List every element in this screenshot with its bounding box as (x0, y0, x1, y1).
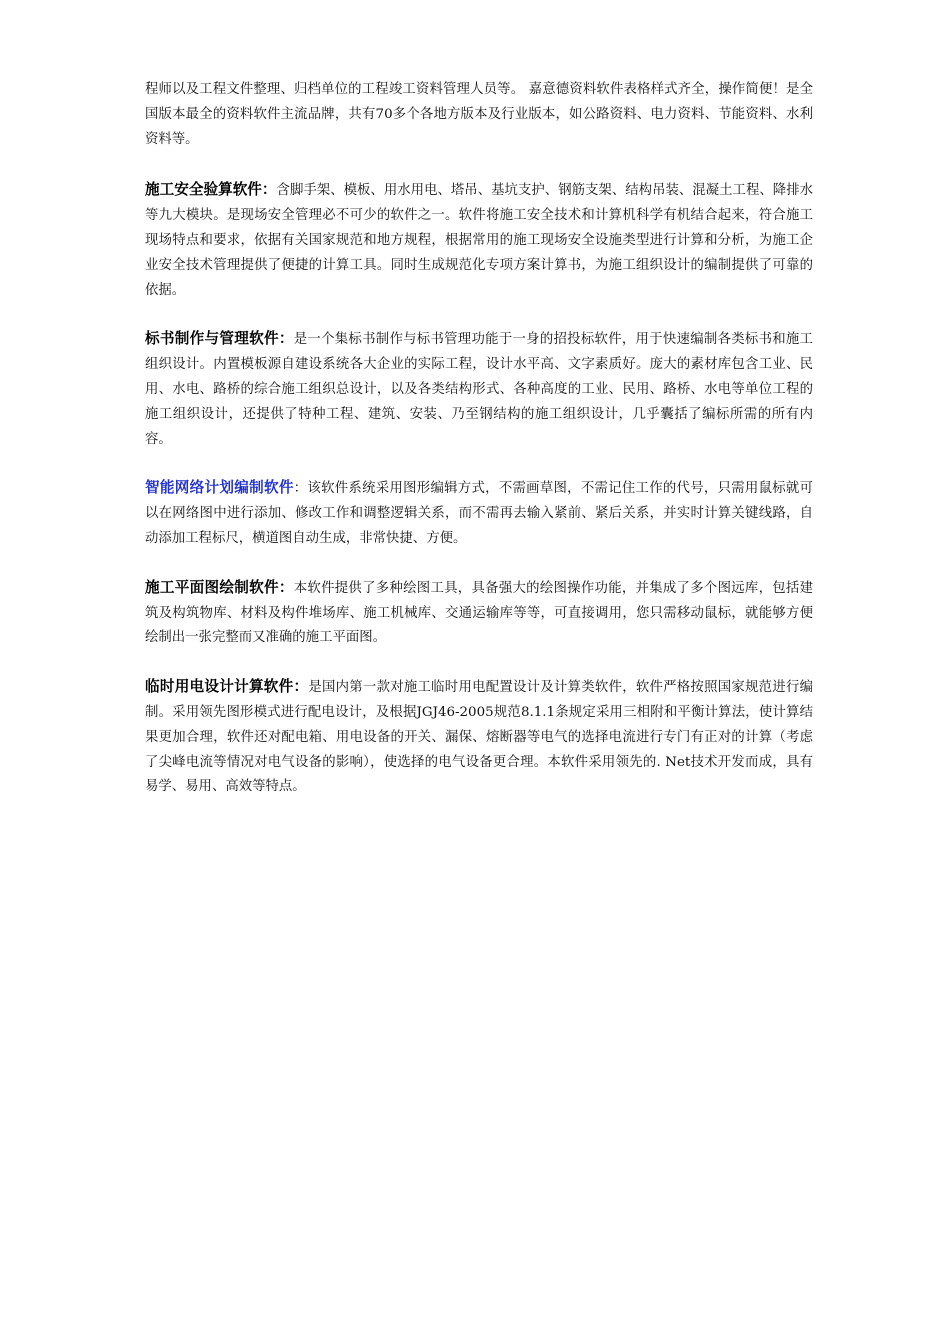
section-title: 标书制作与管理软件： (145, 330, 294, 348)
section-body: 含脚手架、模板、用水用电、塔吊、基坑支护、钢筋支架、结构吊装、混凝土工程、降排水等九大模块。是现场安全管理必不可少的软件之一。软件将施工安全技术和计算机科学有机结合起来，符合施工现场特点和要求，依据有关国家规范和地方规程，根据常用的施工现场安全设施类型进行计算和分析，为施工企业安全技术管理提供了便捷的计算工具。同时生成规范化专项方案计算书，为施工组织设计的编制提供了可靠的依据。 (145, 183, 813, 298)
section-title: 临时用电设计计算软件： (145, 678, 309, 696)
section-title-link[interactable]: 智能网络计划编制软件 (145, 479, 294, 497)
section-body: 是国内第一款对施工临时用电配置设计及计算类软件，软件严格按照国家规范进行编制。采用领先图形模式进行配电设计，及根据JGJ46-2005规范8.1.1条规定采用三相附和平衡计算法，使计算结果更加合理，软件还对配电箱、用电设备的开关、漏保、熔断器等电气的选择电流进行专门有正对的计算（考虑了尖峰电流等情况对电气设备的影响），使选择的电气设备更合理。本软件采用领先的. Net技术开发而成，具有易学、易用、高效等特点。 (145, 680, 813, 795)
section-body: 本软件提供了多种绘图工具，具备强大的绘图操作功能，并集成了多个图远库，包括建筑及构筑物库、材料及构件堆场库、施工机械库、交通运输库等等，可直接调用，您只需移动鼠标，就能够方便绘制出一张完整而又准确的施工平面图。 (145, 580, 813, 646)
document-body (145, 78, 813, 824)
section-body: 是一个集标书制作与标书管理功能于一身的招投标软件，用于快速编制各类标书和施工组织设计。内置模板源自建设系统各大企业的实际工程，设计水平高、文字素质好。庞大的素材库包含工业、民用、水电、路桥的综合施工组织总设计，以及各类结构形式、各种高度的工业、民用、路桥、水电等单位工程的施工组织设计，还提供了特种工程、建筑、安装、乃至钢结构的施工组织设计，几乎囊括了编标所需的所有内容。 (145, 332, 813, 447)
section-site-plan (145, 576, 813, 651)
section-temporary-power (145, 675, 813, 800)
section-body: ：该软件系统采用图形编辑方式，不需画草图，不需记住工作的代号，只需用鼠标就可以在网络图中进行添加、修改工作和调整逻辑关系，而不需再去输入紧前、紧后关系，并实时计算关键线路，自动添加工程标尺，横道图自动生成，非常快捷、方便。 (145, 481, 813, 546)
intro-paragraph: 程师以及工程文件整理、归档单位的工程竣工资料管理人员等。 嘉意德资料软件表格样式齐全，操作简便！是全国版本最全的资料软件主流品牌，共有70多个各地方版本及行业版本，如公路资料、电力资料、节能资料、水利资料等。 (145, 82, 813, 147)
section-safety-calculation (145, 178, 813, 303)
section-bid-document (145, 327, 813, 452)
section-title: 施工平面图绘制软件： (145, 578, 294, 596)
section-network-plan (145, 476, 813, 551)
section-title: 施工安全验算软件： (145, 181, 277, 199)
